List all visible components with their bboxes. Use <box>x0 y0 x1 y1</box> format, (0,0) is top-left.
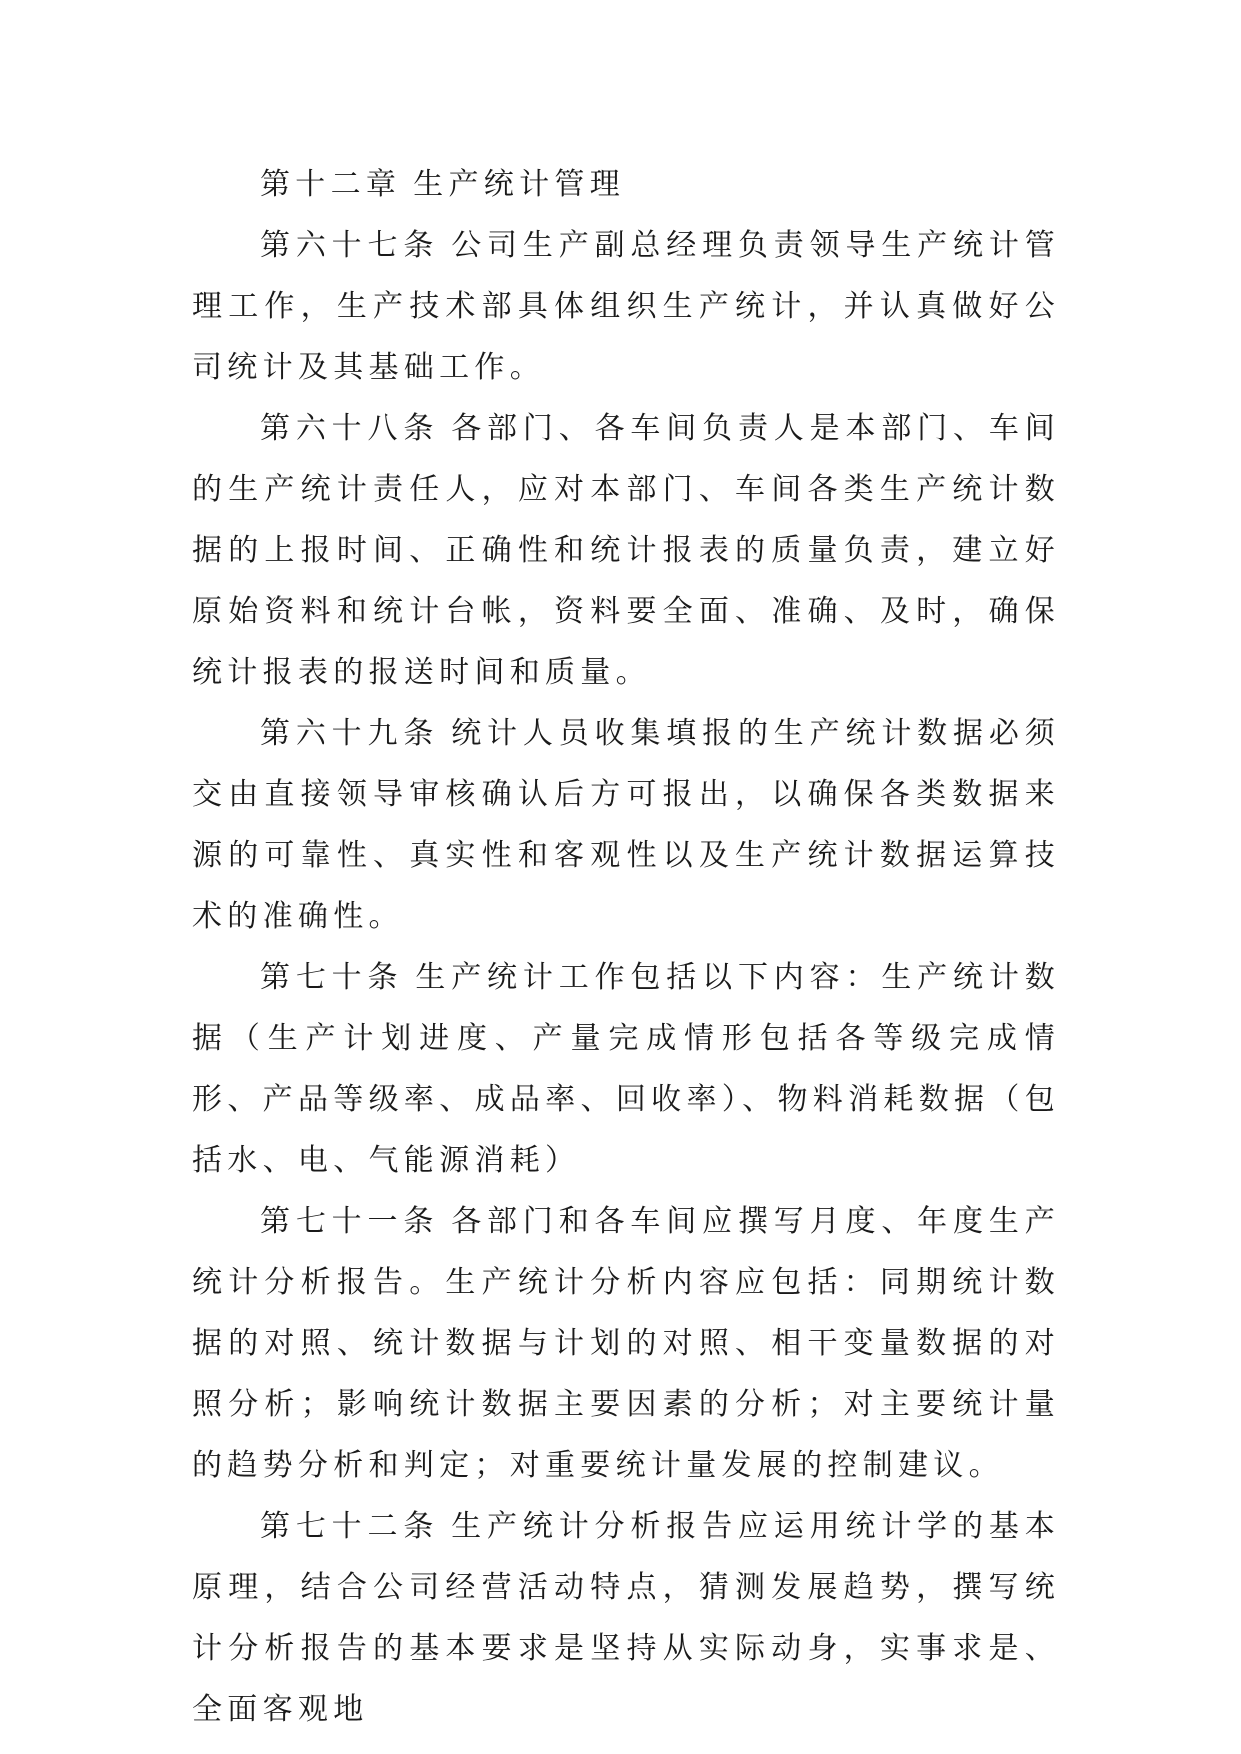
article-68 <box>192 398 1060 703</box>
article-text: 公司生产副总经理负责领导生产统计管理工作，生产技术部具体组织生产统计，并认真做好公司统计及其基础工作。 <box>192 228 1060 385</box>
article-text: 各部门、各车间负责人是本部门、车间的生产统计责任人，应对本部门、车间各类生产统计数据的上报时间、正确性和统计报表的质量负责，建立好原始资料和统计台帐，资料要全面、准确、及时，确保统计报表的报送时间和质量。 <box>192 411 1060 690</box>
article-number: 第七十条 <box>260 960 404 995</box>
article-71 <box>192 1191 1060 1496</box>
chapter-heading <box>192 154 1060 215</box>
article-70 <box>192 947 1060 1191</box>
article-67 <box>192 215 1060 398</box>
chapter-title: 生产统计管理 <box>413 167 626 202</box>
article-text: 生产统计工作包括以下内容：生产统计数据（生产计划进度、产量完成情形包括各等级完成情形、产品等级率、成品率、回收率）、物料消耗数据（包括水、电、气能源消耗） <box>192 960 1060 1178</box>
article-number: 第六十八条 <box>260 411 440 446</box>
document-page <box>192 154 1060 1740</box>
article-text: 统计人员收集填报的生产统计数据必须交由直接领导审核确认后方可报出，以确保各类数据来源的可靠性、真实性和客观性以及生产统计数据运算技术的准确性。 <box>192 716 1060 934</box>
article-number: 第六十九条 <box>260 716 440 751</box>
article-text: 各部门和各车间应撰写月度、年度生产统计分析报告。生产统计分析内容应包括：同期统计数据的对照、统计数据与计划的对照、相干变量数据的对照分析；影响统计数据主要因素的分析；对主要统计量的趋势分析和判定；对重要统计量发展的控制建议。 <box>192 1204 1060 1483</box>
article-number: 第七十一条 <box>260 1204 440 1239</box>
article-72 <box>192 1496 1060 1740</box>
article-69 <box>192 703 1060 947</box>
article-text: 生产统计分析报告应运用统计学的基本原理，结合公司经营活动特点，猜测发展趋势，撰写统计分析报告的基本要求是坚持从实际动身，实事求是、全面客观地 <box>192 1509 1060 1727</box>
article-number: 第六十七条 <box>260 228 440 263</box>
chapter-number: 第十二章 <box>260 167 402 202</box>
article-number: 第七十二条 <box>260 1509 440 1544</box>
